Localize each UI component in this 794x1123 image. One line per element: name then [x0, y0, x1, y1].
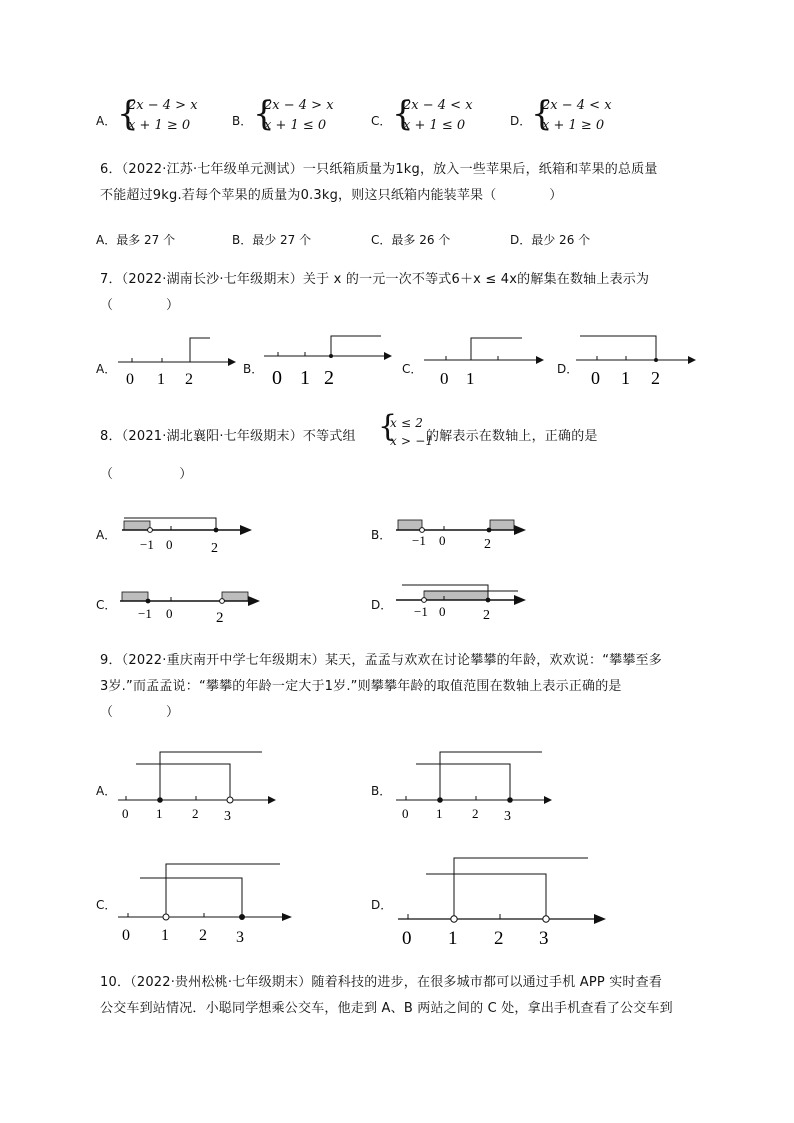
q9-option-d-label: D． — [371, 898, 393, 912]
q7-option-b-numberline — [258, 330, 396, 390]
q9-c-tick-0: 0 — [122, 927, 130, 944]
q5-a-line2: x + 1 ≥ 0 — [128, 118, 191, 133]
q7-c-tick-0: 0 — [440, 369, 449, 388]
q7-a-tick-1: 1 — [157, 371, 165, 388]
q9-c-tick-2: 2 — [199, 927, 207, 944]
q9-b-tick-3: 3 — [504, 809, 511, 824]
q8-sys-line2: x > −1 — [390, 434, 434, 448]
q9-option-d-numberline — [392, 852, 612, 948]
q7-option-c-label: C． — [402, 362, 423, 376]
q8-suffix: 的解表示在数轴上，正确的是 — [426, 429, 598, 444]
q8-option-b-numberline — [394, 512, 534, 556]
q8-sys-line1: x ≤ 2 — [390, 416, 424, 430]
q5-d-line1: 2x − 4 < x — [542, 98, 612, 113]
q7-c-tick-1: 1 — [466, 369, 475, 388]
q5-option-d-brace: { — [531, 94, 553, 134]
q7-b-tick-2: 2 — [324, 367, 334, 389]
q8-a-tick-neg1: −1 — [140, 537, 154, 552]
q7-a-tick-2: 2 — [185, 371, 193, 388]
q8-a-tick-2: 2 — [211, 541, 218, 556]
q8-a-tick-0: 0 — [166, 537, 173, 552]
q5-c-line2: x + 1 ≤ 0 — [403, 118, 466, 133]
q9-line3: （ ） — [100, 705, 180, 720]
q5-option-a-system — [128, 96, 198, 136]
q5-option-a-brace: { — [117, 94, 139, 134]
q5-b-line2: x + 1 ≤ 0 — [264, 118, 327, 133]
q7-a-tick-0: 0 — [126, 371, 134, 388]
q6-line1: 6．（2022·江苏·七年级单元测试）一只纸箱质量为1kg，放入一些苹果后，纸箱和苹果的总质量 — [100, 162, 658, 177]
q5-option-b-brace: { — [253, 94, 275, 134]
q10-line1: 10．（2022·贵州松桃·七年级期末）随着科技的进步，在很多城市都可以通过手机 APP 实时查看 — [100, 975, 663, 990]
q9-option-b-numberline — [392, 748, 562, 824]
q5-d-line2: x + 1 ≥ 0 — [542, 118, 605, 133]
q6-option-b: B．最少 27 个 — [232, 233, 312, 247]
q9-c-tick-1: 1 — [161, 927, 169, 944]
q8-system-brace: { — [378, 409, 398, 444]
q8-option-b-label: B． — [371, 528, 392, 542]
q8-option-c-label: C． — [96, 598, 117, 612]
q8-prefix: 8．（2021·湖北襄阳·七年级期末）不等式组 — [100, 429, 356, 444]
q9-option-c-label: C． — [96, 898, 117, 912]
q7-b-tick-1: 1 — [300, 367, 310, 389]
q9-a-tick-1: 1 — [156, 806, 163, 821]
q8-c-tick-2: 2 — [216, 610, 224, 626]
q9-option-b-label: B． — [371, 784, 392, 798]
q8-b-tick-neg1: −1 — [412, 533, 426, 548]
q8-option-a-numberline — [118, 512, 258, 556]
q7-option-a-label: A． — [96, 362, 117, 376]
q7-d-tick-0: 0 — [591, 368, 600, 388]
q8-d-tick-2: 2 — [483, 608, 490, 623]
q9-option-a-numberline — [114, 748, 284, 824]
q8-option-d-label: D． — [371, 598, 393, 612]
q6-stem — [100, 157, 700, 209]
q9-d-tick-1: 1 — [448, 928, 458, 948]
q8-stem — [100, 409, 700, 488]
q8-b-tick-2: 2 — [484, 537, 491, 552]
q9-a-tick-2: 2 — [192, 806, 199, 821]
q9-a-tick-3: 3 — [224, 809, 231, 824]
q9-option-a-label: A． — [96, 784, 117, 798]
q9-a-tick-0: 0 — [122, 806, 129, 821]
q10-stem — [100, 970, 700, 1022]
q6-option-a: A．最多 27 个 — [96, 233, 176, 247]
q7-line2: （ ） — [100, 298, 180, 313]
q8-c-tick-neg1: −1 — [138, 606, 152, 621]
q5-a-line1: 2x − 4 > x — [128, 98, 198, 113]
q8-c-tick-0: 0 — [166, 606, 173, 621]
q6-option-c: C．最多 26 个 — [371, 233, 451, 247]
q5-c-line1: 2x − 4 < x — [403, 98, 473, 113]
q7-option-d-label: D． — [557, 362, 579, 376]
q7-option-a-numberline — [110, 330, 240, 390]
q5-option-d-system — [542, 96, 612, 136]
q5-option-b-label: B． — [232, 114, 253, 128]
q9-line2: 3岁.”而孟孟说：“攀攀的年龄一定大于1岁.”则攀攀年龄的取值范围在数轴上表示正确的是 — [100, 679, 622, 694]
q8-option-d-numberline — [394, 578, 534, 624]
q7-option-c-numberline — [420, 330, 550, 390]
q10-line2: 公交车到站情况．小聪同学想乘公交车，他走到 A、B 两站之间的 C 处，拿出手机查看了公交车到 — [100, 1001, 673, 1016]
q9-d-tick-0: 0 — [402, 928, 412, 948]
q9-line1: 9．（2022·重庆南开中学七年级期末）某天，孟孟与欢欢在讨论攀攀的年龄，欢欢说：“攀攀至多 — [100, 653, 662, 668]
q7-stem — [100, 267, 700, 319]
q5-option-c-system — [403, 96, 473, 136]
q7-b-tick-0: 0 — [272, 367, 282, 389]
q5-b-line1: 2x − 4 > x — [264, 98, 334, 113]
q6-option-d: D．最少 26 个 — [510, 233, 591, 247]
q7-option-b-label: B． — [243, 362, 264, 376]
q9-b-tick-2: 2 — [472, 806, 479, 821]
q8-d-tick-neg1: −1 — [414, 604, 428, 619]
q9-d-tick-2: 2 — [494, 928, 504, 948]
q5-option-c-brace: { — [392, 94, 414, 134]
q7-d-tick-2: 2 — [651, 368, 660, 388]
q7-line1: 7．（2022·湖南长沙·七年级期末）关于 x 的一元一次不等式6＋x ≤ 4x的解集在数轴上表示为 — [100, 272, 650, 287]
q5-option-b-system — [264, 96, 334, 136]
q9-b-tick-0: 0 — [402, 806, 409, 821]
q9-option-c-numberline — [114, 858, 300, 944]
q8-d-tick-0: 0 — [439, 604, 446, 619]
q9-d-tick-3: 3 — [539, 928, 549, 948]
q9-stem — [100, 648, 700, 726]
q8-b-tick-0: 0 — [439, 533, 446, 548]
q5-option-d-label: D． — [510, 114, 532, 128]
q7-option-d-numberline — [572, 330, 700, 390]
q7-d-tick-1: 1 — [621, 368, 630, 388]
q5-option-c-label: C． — [371, 114, 392, 128]
q9-b-tick-1: 1 — [436, 806, 443, 821]
q5-option-a-label: A． — [96, 114, 117, 128]
q6-line2: 不能超过9kg.若每个苹果的质量为0.3kg，则这只纸箱内能装苹果（ ） — [100, 188, 563, 203]
q8-option-a-label: A． — [96, 528, 117, 542]
q8-line2: （ ） — [100, 467, 193, 482]
q8-option-c-numberline — [118, 582, 268, 628]
q9-c-tick-3: 3 — [236, 929, 244, 944]
